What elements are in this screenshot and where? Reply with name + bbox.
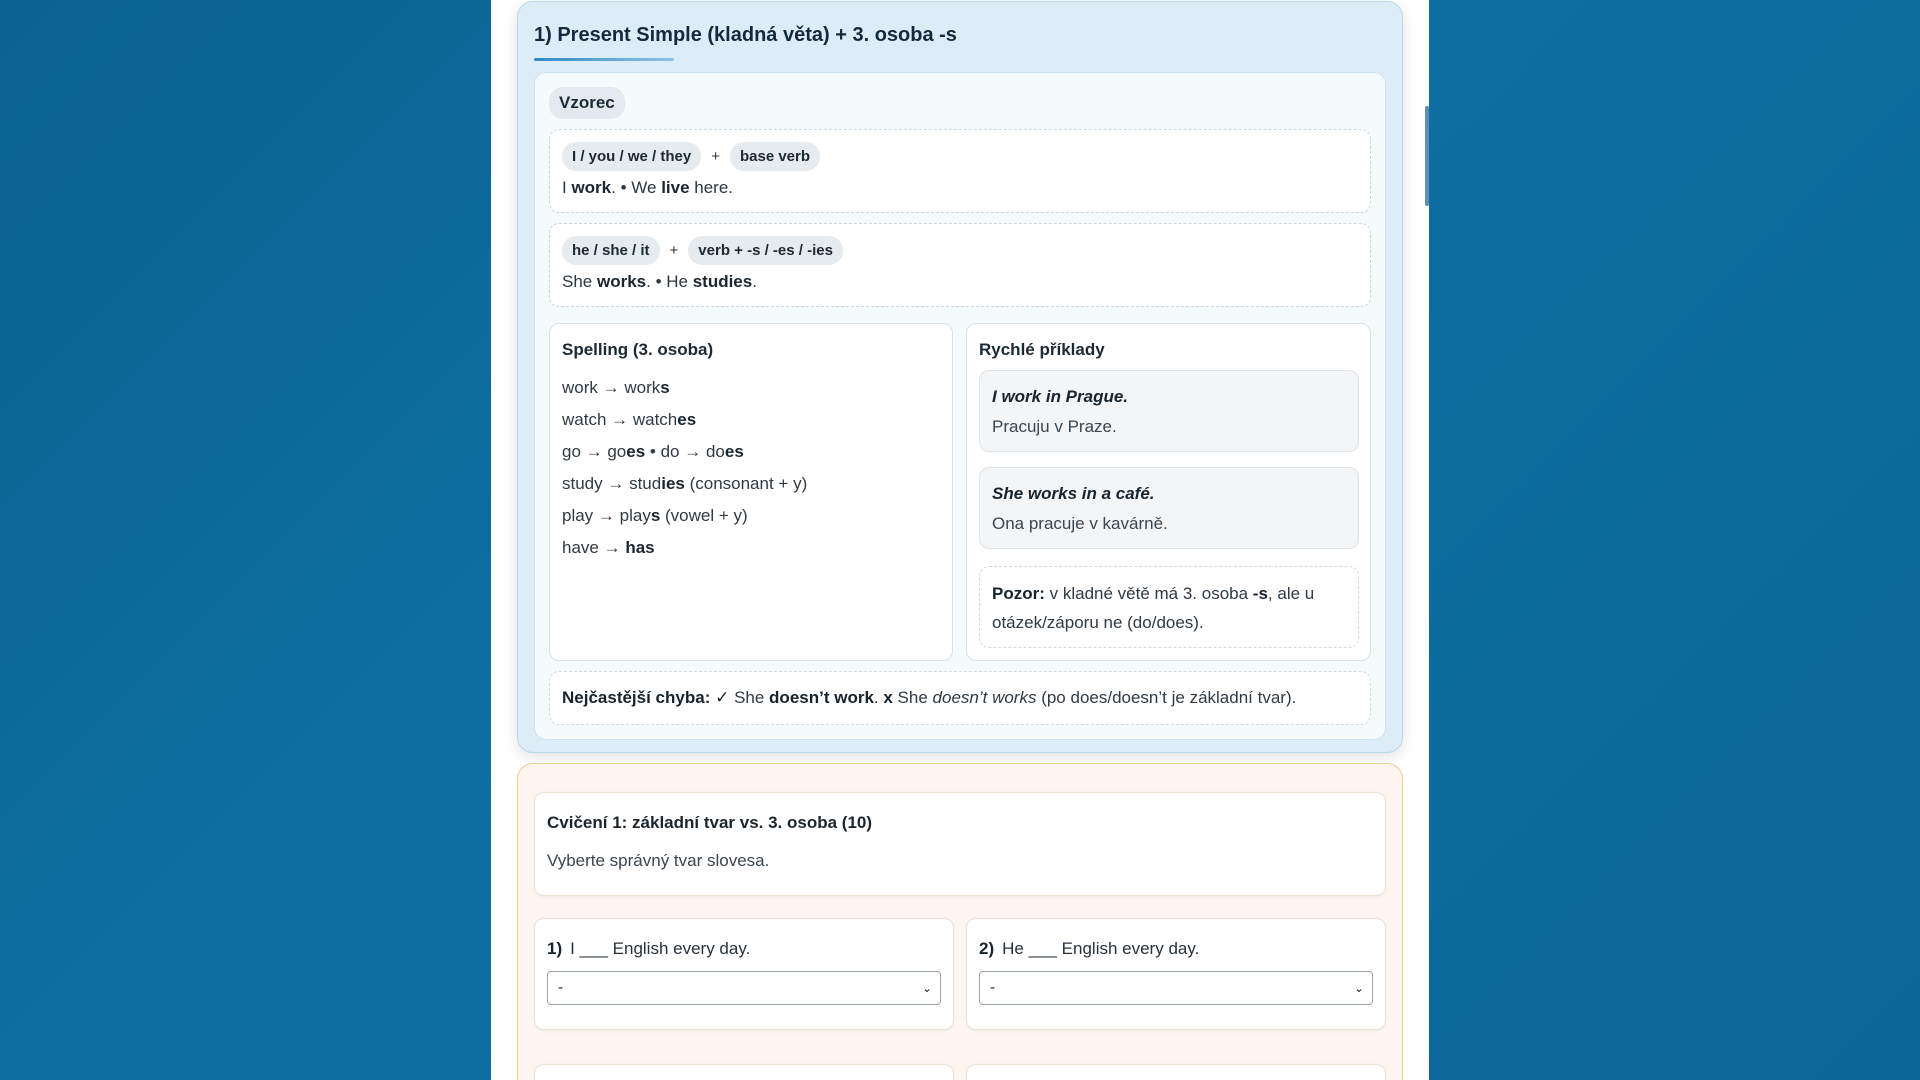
- exercise-section: [517, 763, 1403, 1080]
- quick-examples-title: Rychlé příklady: [979, 340, 1105, 359]
- plus-sign: +: [669, 242, 679, 259]
- verb-pill: verb + -s / -es / -ies: [688, 236, 843, 265]
- example-czech: Ona pracuje v kavárně.: [992, 514, 1168, 533]
- formula-example: I work. • We live here.: [562, 178, 734, 197]
- list-item: have → has: [562, 538, 655, 557]
- formula-example: She works. • He studies.: [562, 272, 757, 291]
- pattern-label: Vzorec: [549, 87, 625, 119]
- exercise-instruction: Vyberte správný tvar slovesa.: [547, 851, 770, 870]
- list-item: go → goes • do → does: [562, 442, 744, 461]
- question-card: [966, 918, 1386, 1030]
- verb-pill: base verb: [730, 142, 820, 171]
- subject-pill: he / she / it: [562, 236, 660, 265]
- warning-note: Pozor: v kladné větě má 3. osoba -s, ale u otázek/záporu ne (do/does).: [979, 566, 1359, 648]
- quick-examples-box: [966, 323, 1371, 661]
- formula-third-person: [549, 223, 1371, 307]
- title-underline: [534, 58, 674, 61]
- spelling-box: [549, 323, 953, 661]
- page: [491, 0, 1429, 1080]
- question-text: 2) He ___ English every day.: [979, 939, 1200, 958]
- example-card: [979, 370, 1359, 452]
- plus-sign: +: [711, 148, 720, 165]
- list-item: work → works: [562, 378, 670, 397]
- example-english: I work in Prague.: [992, 387, 1129, 406]
- chevron-down-icon: ⌄: [921, 981, 932, 995]
- question-card: [534, 918, 954, 1030]
- formula-plural: [549, 129, 1371, 213]
- question-card: [966, 1064, 1386, 1080]
- exercise-header: [534, 792, 1386, 896]
- grammar-card: [534, 72, 1386, 740]
- common-mistake-note: Nejčastější chyba: ✓ She doesn’t work. x She doesn’t works (po does/doesn’t je základní tvar).: [549, 671, 1371, 725]
- exercise-title: Cvičení 1: základní tvar vs. 3. osoba (10): [547, 813, 873, 832]
- answer-select[interactable]: - ⌄: [979, 971, 1373, 1005]
- section-title: 1) Present Simple (kladná věta) + 3. osoba -s: [534, 24, 957, 46]
- scrollbar-thumb[interactable]: [1425, 106, 1429, 206]
- example-czech: Pracuju v Praze.: [992, 417, 1117, 436]
- cross-icon: x: [883, 688, 893, 707]
- chevron-down-icon: ⌄: [1353, 981, 1364, 995]
- question-text: 1) I ___ English every day.: [547, 939, 751, 958]
- subject-pill: I / you / we / they: [562, 142, 701, 171]
- example-card: [979, 467, 1359, 549]
- list-item: play → plays (vowel + y): [562, 506, 748, 525]
- present-simple-section: [517, 1, 1403, 753]
- list-item: study → studies (consonant + y): [562, 474, 808, 493]
- spelling-list: [562, 376, 807, 568]
- question-card: [534, 1064, 954, 1080]
- check-icon: ✓: [715, 688, 730, 707]
- example-english: She works in a café.: [992, 484, 1155, 503]
- spelling-title: Spelling (3. osoba): [562, 340, 714, 359]
- answer-select[interactable]: - ⌄: [547, 971, 941, 1005]
- list-item: watch → watches: [562, 410, 697, 429]
